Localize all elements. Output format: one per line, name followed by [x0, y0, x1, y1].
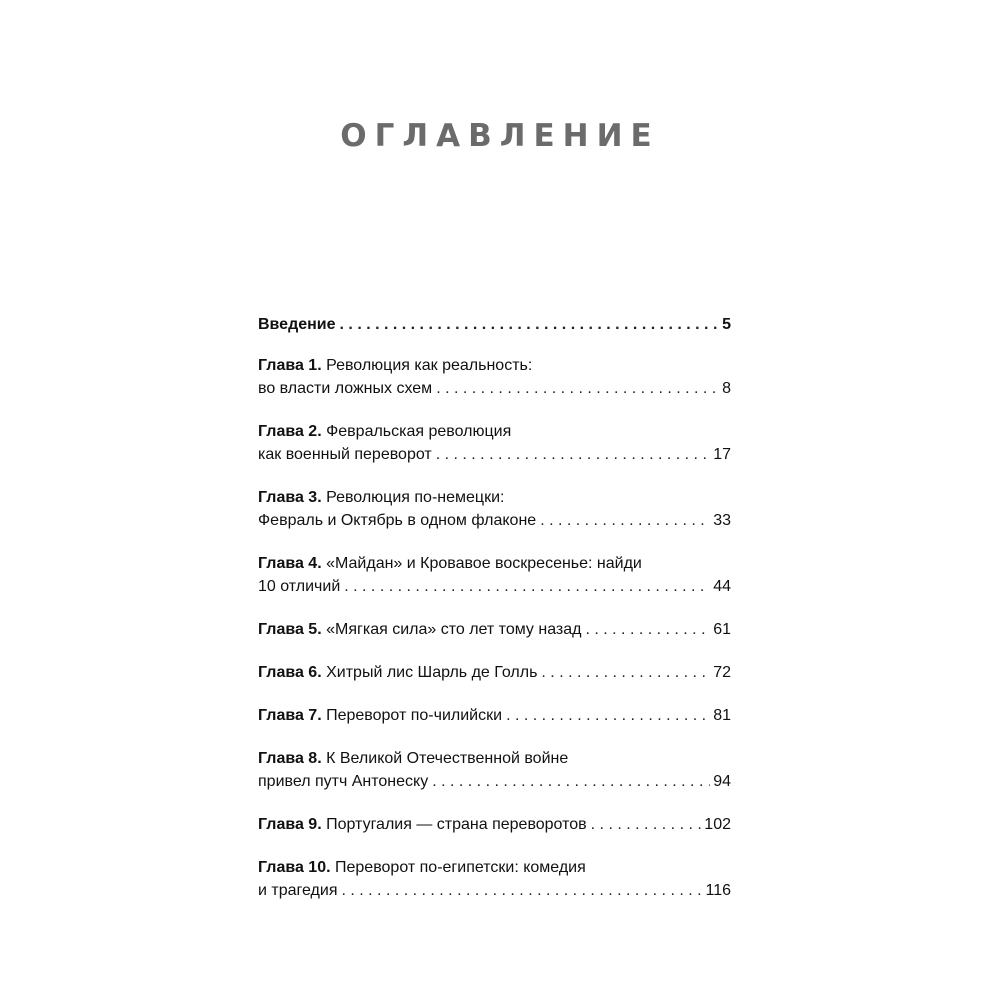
chapter-title: «Мягкая сила» сто лет тому назад	[326, 621, 582, 638]
chapter-label: Глава 2.	[258, 423, 322, 440]
toc-line	[258, 879, 731, 902]
chapter-title-part-2: как военный переворот	[258, 446, 432, 463]
dot-leader	[436, 443, 710, 466]
chapter-title-part-2: 10 отличий	[258, 578, 341, 595]
toc-line	[258, 313, 731, 336]
toc-entry-chapter-8[interactable]	[258, 747, 731, 793]
dot-leader	[436, 377, 719, 400]
toc-entry-chapter-1[interactable]	[258, 354, 731, 400]
page-number: 44	[713, 578, 731, 595]
toc-line	[258, 813, 731, 836]
page-number: 17	[713, 446, 731, 463]
toc-entry-chapter-4[interactable]	[258, 552, 731, 598]
chapter-title: Переворот по-чилийски	[326, 707, 503, 724]
chapter-label: Глава 8.	[258, 750, 322, 767]
page-title: ОГЛАВЛЕНИЕ	[340, 118, 660, 154]
toc-entry-chapter-2[interactable]	[258, 420, 731, 466]
toc-line-first	[258, 552, 731, 575]
chapter-title: Хитрый лис Шарль де Голль	[326, 664, 538, 681]
toc-entry-chapter-10[interactable]	[258, 856, 731, 902]
chapter-label: Глава 4.	[258, 555, 322, 572]
chapter-title-part-2: Февраль и Октябрь в одном флаконе	[258, 512, 537, 529]
chapter-title-part-2: и трагедия	[258, 882, 338, 899]
toc-entry-chapter-9[interactable]	[258, 813, 731, 836]
page-number: 8	[722, 380, 731, 397]
toc-line-first	[258, 747, 731, 770]
page-number: 61	[713, 621, 731, 638]
chapter-title-part-1: Переворот по-египетски: комедия	[335, 859, 586, 876]
chapter-title-part-2: привел путч Антонеску	[258, 773, 429, 790]
toc-line	[258, 509, 731, 532]
toc-line	[258, 704, 731, 727]
page-number: 116	[705, 882, 731, 899]
toc-entry-chapter-5[interactable]	[258, 618, 731, 641]
dot-leader	[341, 879, 702, 902]
chapter-label: Глава 1.	[258, 357, 322, 374]
chapter-label: Глава 5.	[258, 621, 322, 638]
page-number: 72	[713, 664, 731, 681]
chapter-label: Глава 7.	[258, 707, 322, 724]
page-number: 81	[713, 707, 731, 724]
toc-entry-chapter-6[interactable]	[258, 661, 731, 684]
chapter-label: Глава 9.	[258, 816, 322, 833]
chapter-title: Португалия — страна переворотов	[326, 816, 587, 833]
chapter-label: Глава 3.	[258, 489, 322, 506]
dot-leader	[344, 575, 710, 598]
toc-line-first	[258, 856, 731, 879]
page-number: 5	[722, 316, 731, 333]
dot-leader	[506, 704, 710, 727]
toc-line	[258, 770, 731, 793]
page-number: 102	[704, 816, 731, 833]
toc-line	[258, 377, 731, 400]
toc-line-first	[258, 420, 731, 443]
page-number: 94	[713, 773, 731, 790]
chapter-title-part-1: К Великой Отечественной войне	[326, 750, 569, 767]
chapter-title-part-1: Революция как реальность:	[326, 357, 533, 374]
dot-leader	[591, 813, 702, 836]
toc-line	[258, 618, 731, 641]
dot-leader	[432, 770, 710, 793]
toc-entry-intro[interactable]	[258, 313, 731, 336]
chapter-title-part-1: Февральская революция	[326, 423, 512, 440]
table-of-contents	[258, 313, 731, 922]
toc-line	[258, 661, 731, 684]
toc-line-first	[258, 486, 731, 509]
dot-leader	[585, 618, 710, 641]
toc-entry-chapter-7[interactable]	[258, 704, 731, 727]
toc-entry-chapter-3[interactable]	[258, 486, 731, 532]
chapter-label: Глава 6.	[258, 664, 322, 681]
toc-entry-label: Введение	[258, 316, 336, 333]
dot-leader	[540, 509, 710, 532]
dot-leader	[541, 661, 710, 684]
chapter-title-part-1: «Майдан» и Кровавое воскресенье: найди	[326, 555, 642, 572]
chapter-title-part-2: во власти ложных схем	[258, 380, 433, 397]
toc-line	[258, 443, 731, 466]
toc-line-first	[258, 354, 731, 377]
chapter-label: Глава 10.	[258, 859, 331, 876]
dot-leader	[340, 313, 720, 336]
page-number: 33	[713, 512, 731, 529]
chapter-title-part-1: Революция по-немецки:	[326, 489, 505, 506]
toc-line	[258, 575, 731, 598]
